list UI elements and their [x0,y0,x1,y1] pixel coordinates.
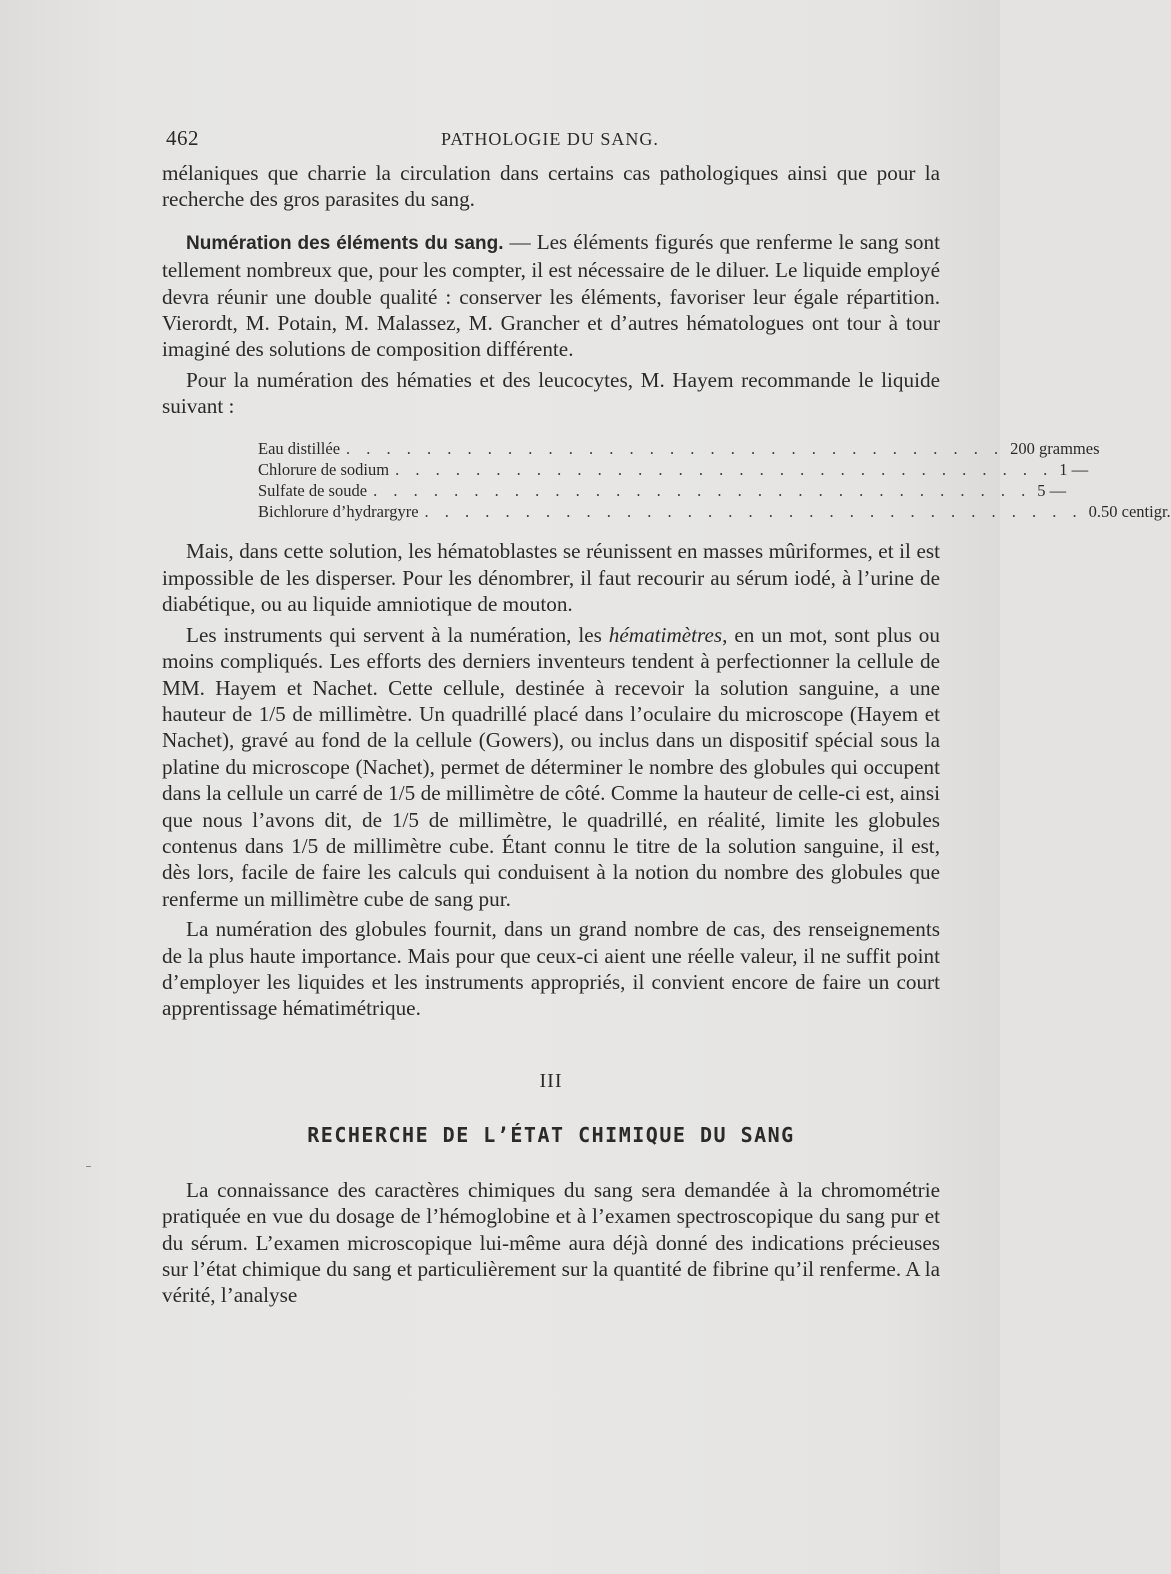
running-title: PATHOLOGIE DU SANG. [441,129,659,149]
ingredient-name: Bichlorure d’hydrargyre [258,502,419,522]
formula-table [258,438,1171,523]
ingredient-name: Sulfate de soude [258,481,368,501]
leader-dots: . . . . . . . . . . . . . . . . . . . . . . . . . . . . . . . . . [395,459,1054,479]
formula-row [258,459,1089,480]
formula-row [258,480,1067,501]
page-number: 462 [166,126,199,150]
paragraph-globules: La numération des globules fournit, dans un grand nombre de cas, des renseignements de la plus haute importance. Mais pour que ceux-ci aient une réelle valeur, il ne suffit point d’employer les liquides et les instruments appropriés, il convient encore de faire un court apprentissage hématimétrique. [162,917,940,1021]
paragraph-text: Les instruments qui servent à la numération, les [186,622,609,647]
ingredient-name: Chlorure de sodium [258,459,390,479]
paragraph-hematoblastes: Mais, dans cette solution, les hématoblastes se réunissent en masses mûriformes, et il est impossible de les disperser. Pour les dénombrer, il faut recourir au sérum iodé, à l’urine de diabétique, ou au liquide amniotique de mouton. [162,539,940,617]
leader-dots: . . . . . . . . . . . . . . . . . . . . . . . . . . . . . . . . . [424,502,1083,522]
ingredient-quantity: 1 — [1059,459,1089,479]
ingredient-name: Eau distillée [258,438,341,458]
ingredient-quantity: 0.50 centigr. [1088,502,1171,522]
paragraph-hayem: Pour la numération des hématies et des leucocytes, M. Hayem recommande le liquide suivant : [162,367,940,419]
paragraph-heading: Numération des éléments du sang. [186,232,504,254]
section-title: RECHERCHE DE L’ÉTAT CHIMIQUE DU SANG [307,1122,795,1147]
paragraph-text: , en un mot, sont plus ou moins compliqués. Les efforts des derniers inventeurs tendent à perfectionner la cellule de MM. Hayem et Nachet. Cette cellule, destinée à recevoir la solution sanguine, a une hauteur de 1/5 de millimètre. Un quadrillé placé dans l’oculaire du microscope (Hayem et Nachet), gravé au fond de la cellule (Gowers), ou inclus dans un dispositif spécial sous la platine du microscope (Nachet), permet de déterminer le nombre des globules qui occupent dans la cellule un carré de 1/5 de millimètre de côté. Comme la hauteur de celle-ci est, ainsi que nous l’avons dit, de 1/5 de millimètre, le quadrillé, en réalité, limite les globules contenus dans 1/5 de millimètre cube. Étant connu le titre de la solution sanguine, il est, dès lors, facile de faire les calculs qui conduisent à la notion du nombre des globules que renferme un millimètre cube de sang pur. [162,622,940,911]
paragraph-instruments [162,622,940,912]
paragraph-continuation: mélaniques que charrie la circulation dans certains cas pathologiques ainsi que pour la recherche des gros parasites du sang. [162,161,940,212]
paragraph-text: — Les éléments figurés que renferme le sang sont tellement nombreux que, pour les compter, il est nécessaire de le diluer. Le liquide employé devra réunir une double qualité : conserver les éléments, favoriser leur égale répartition. Vierordt, M. Potain, M. Malassez, M. Grancher et d’autres hématologues ont tour à tour imaginé des solutions de composition différente. [162,229,940,362]
italic-term: hématimètres [608,622,723,647]
leader-dots: . . . . . . . . . . . . . . . . . . . . . . . . . . . . . . . . . [346,438,1005,458]
page-body [162,160,1171,1309]
ingredient-quantity: 200 grammes [1010,438,1100,458]
section-number: III [539,1069,563,1092]
ingredient-quantity: 5 — [1037,481,1067,501]
page-header [166,126,936,156]
formula-row [258,501,1171,522]
leader-dots: . . . . . . . . . . . . . . . . . . . . . . . . . . . . . . . . . [373,481,1032,501]
formula-row [258,438,1100,459]
margin-mark [86,1166,91,1167]
paragraph-numeration [162,229,940,363]
paragraph-chimique: La connaissance des caractères chimiques du sang sera demandée à la chromométrie pratiquée en vue du dosage de l’hémoglobine et à l’examen spectroscopique du sang pur et du sérum. L’examen microscopique lui-même aura déjà donné des indications précieuses sur l’état chimique du sang et particulièrement sur la quantité de fibrine qu’il renferme. A la vérité, l’analyse [162,1177,940,1308]
